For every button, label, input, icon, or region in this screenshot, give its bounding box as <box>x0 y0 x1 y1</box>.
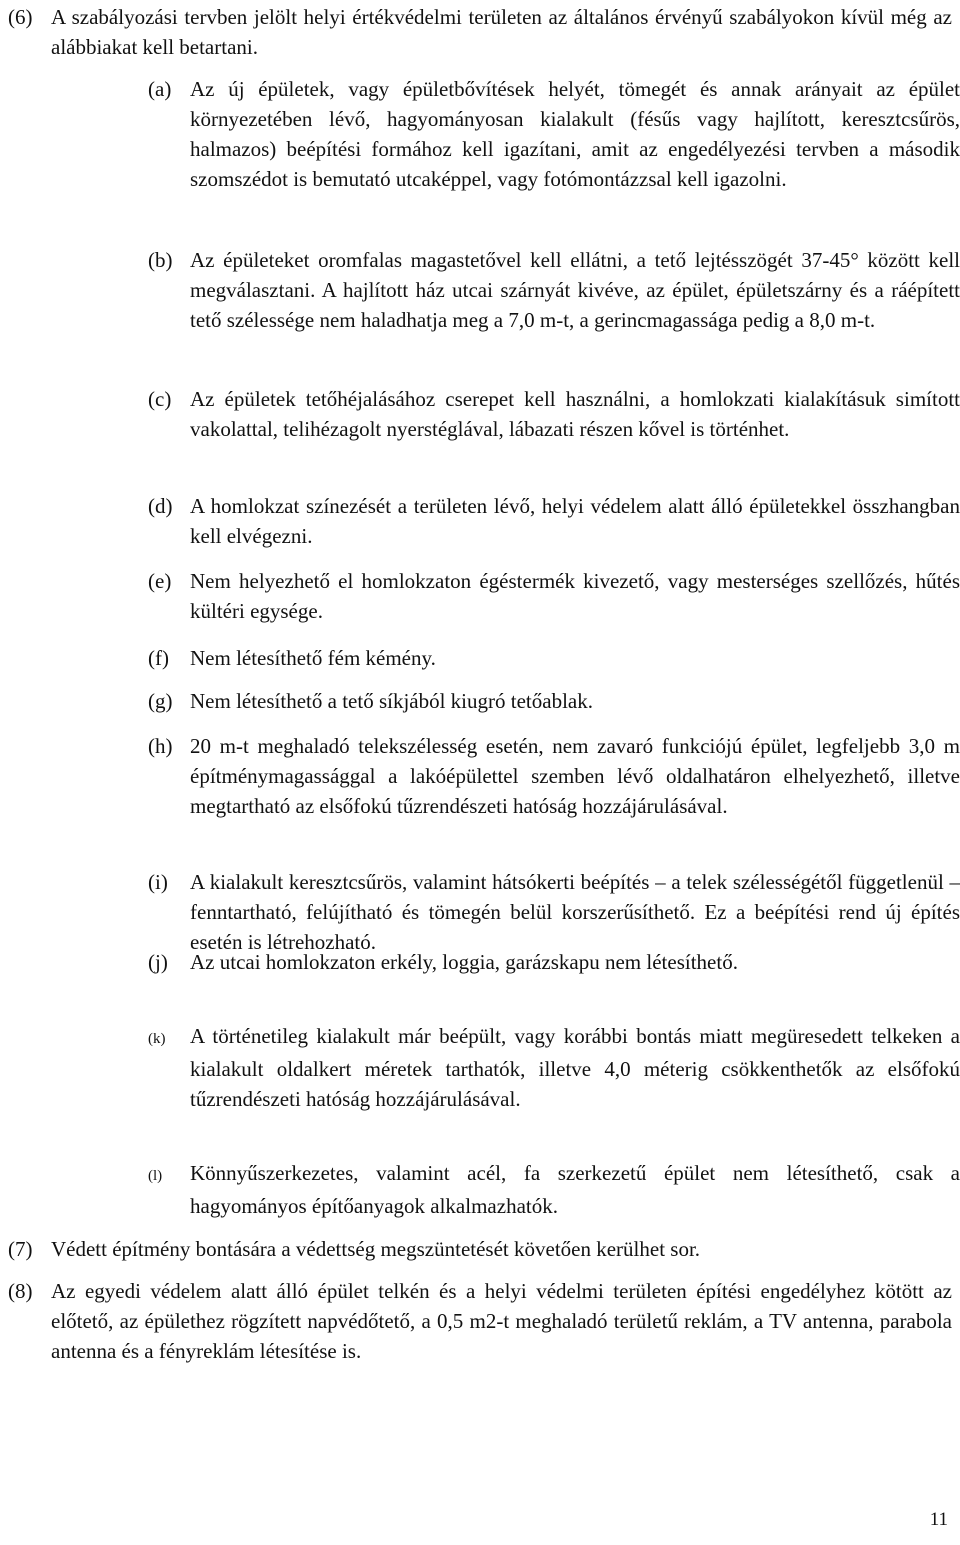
item-text: A történetileg kialakult már beépült, vagy korábbi bontás miatt megüresedett telkeken a kialakult oldalkert méretek tarthatók, illetve 4,0 méterig csökkenthetők az elsőfokú tűzrendészeti hatóság hozzájárulásával. <box>190 1024 960 1111</box>
list-item-h <box>148 731 960 821</box>
list-item-a <box>148 74 960 194</box>
list-item-k <box>148 1021 960 1114</box>
list-item-l <box>148 1158 960 1221</box>
paragraph-text: Az egyedi védelem alatt álló épület telkén és a helyi védelmi területen építési engedélyhez kötött az előtető, az épülethez rögzített napvédőtető, a 0,5 m2-t meghaladó területű reklám, a TV antenna, parabola antenna és a fényreklám létesítése is. <box>51 1279 952 1363</box>
item-text: A kialakult keresztcsűrös, valamint hátsókerti beépítés – a telek szélességétől függetlenül – fenntartható, felújítható és tömegén belül korszerűsíthető. Ez a beépítési rend új építés esetén is létrehozható. <box>190 870 960 954</box>
paragraph-8 <box>8 1276 952 1366</box>
item-text: Nem helyezhető el homlokzaton égéstermék kivezető, vagy mesterséges szellőzés, hűtés kültéri egysége. <box>190 569 960 623</box>
paragraph-text: Védett építmény bontására a védettség megszüntetését követően kerülhet sor. <box>51 1237 701 1261</box>
item-text: Az épületek tetőhéjalásához cserepet kell használni, a homlokzati kialakításuk simított vakolattal, telihézagolt nyerstéglával, lábazati részen kővel is történhet. <box>190 387 960 441</box>
item-label: (l) <box>148 1168 163 1184</box>
item-label: (e) <box>148 569 172 593</box>
page-number: 11 <box>929 1509 948 1530</box>
item-text: A homlokzat színezését a területen lévő, helyi védelem alatt álló épületekkel összhangban kell elvégezni. <box>190 494 960 548</box>
list-item-d <box>148 491 960 551</box>
item-label: (f) <box>148 646 169 670</box>
paragraph-number: (8) <box>8 1279 33 1303</box>
item-text: Az épületeket oromfalas magastetővel kell ellátni, a tető lejtésszögét 37-45° között kell megválasztani. A hajlított ház utcai szárnyát kivéve, az épület, épületszárny és a ráépített tető szélessége nem haladhatja meg a 7,0 m-t, a gerincmagassága pedig a 8,0 m-t. <box>190 248 960 332</box>
item-label: (h) <box>148 734 173 758</box>
list-item-b <box>148 245 960 335</box>
list-item-f <box>148 643 960 673</box>
item-label: (b) <box>148 248 173 272</box>
item-label: (g) <box>148 689 173 713</box>
item-label: (d) <box>148 494 173 518</box>
item-label: (k) <box>148 1031 166 1047</box>
item-label: (c) <box>148 387 172 411</box>
paragraph-number: (6) <box>8 5 33 29</box>
list-item-j <box>148 947 960 977</box>
item-text: Nem létesíthető fém kémény. <box>190 646 436 670</box>
item-label: (j) <box>148 950 168 974</box>
item-text: Az utcai homlokzaton erkély, loggia, garázskapu nem létesíthető. <box>190 950 738 974</box>
list-item-g <box>148 686 960 716</box>
item-text: 20 m-t meghaladó telekszélesség esetén, nem zavaró funkciójú épület, legfeljebb 3,0 m építménymagassággal a lakóépülettel szemben lévő oldalhatáron elhelyezhető, illetve megtartható az elsőfokú tűzrendészeti hatóság hozzájárulásával. <box>190 734 960 818</box>
paragraph-7 <box>8 1234 952 1264</box>
list-item-c <box>148 384 960 444</box>
item-text: Könnyűszerkezetes, valamint acél, fa szerkezetű épület nem létesíthető, csak a hagyományos építőanyagok alkalmazhatók. <box>190 1161 960 1218</box>
paragraph-6 <box>8 2 952 62</box>
list-item-e <box>148 566 960 626</box>
item-text: Az új épületek, vagy épületbővítések helyét, tömegét és annak arányait az épület környezetében lévő, hagyományosan kialakult (fésűs vagy hajlított, keresztcsűrös, halmazos) beépítési formához kell igazítani, amit az engedélyezési tervben a második szomszédot is bemutató utcaképpel, vagy fotómontázzsal kell igazolni. <box>190 77 960 191</box>
paragraph-number: (7) <box>8 1237 33 1261</box>
list-item-i <box>148 867 960 957</box>
item-text: Nem létesíthető a tető síkjából kiugró tetőablak. <box>190 689 593 713</box>
item-label: (a) <box>148 77 172 101</box>
paragraph-text: A szabályozási tervben jelölt helyi értékvédelmi területen az általános érvényű szabályokon kívül még az alábbiakat kell betartani. <box>51 5 952 59</box>
item-label: (i) <box>148 870 168 894</box>
